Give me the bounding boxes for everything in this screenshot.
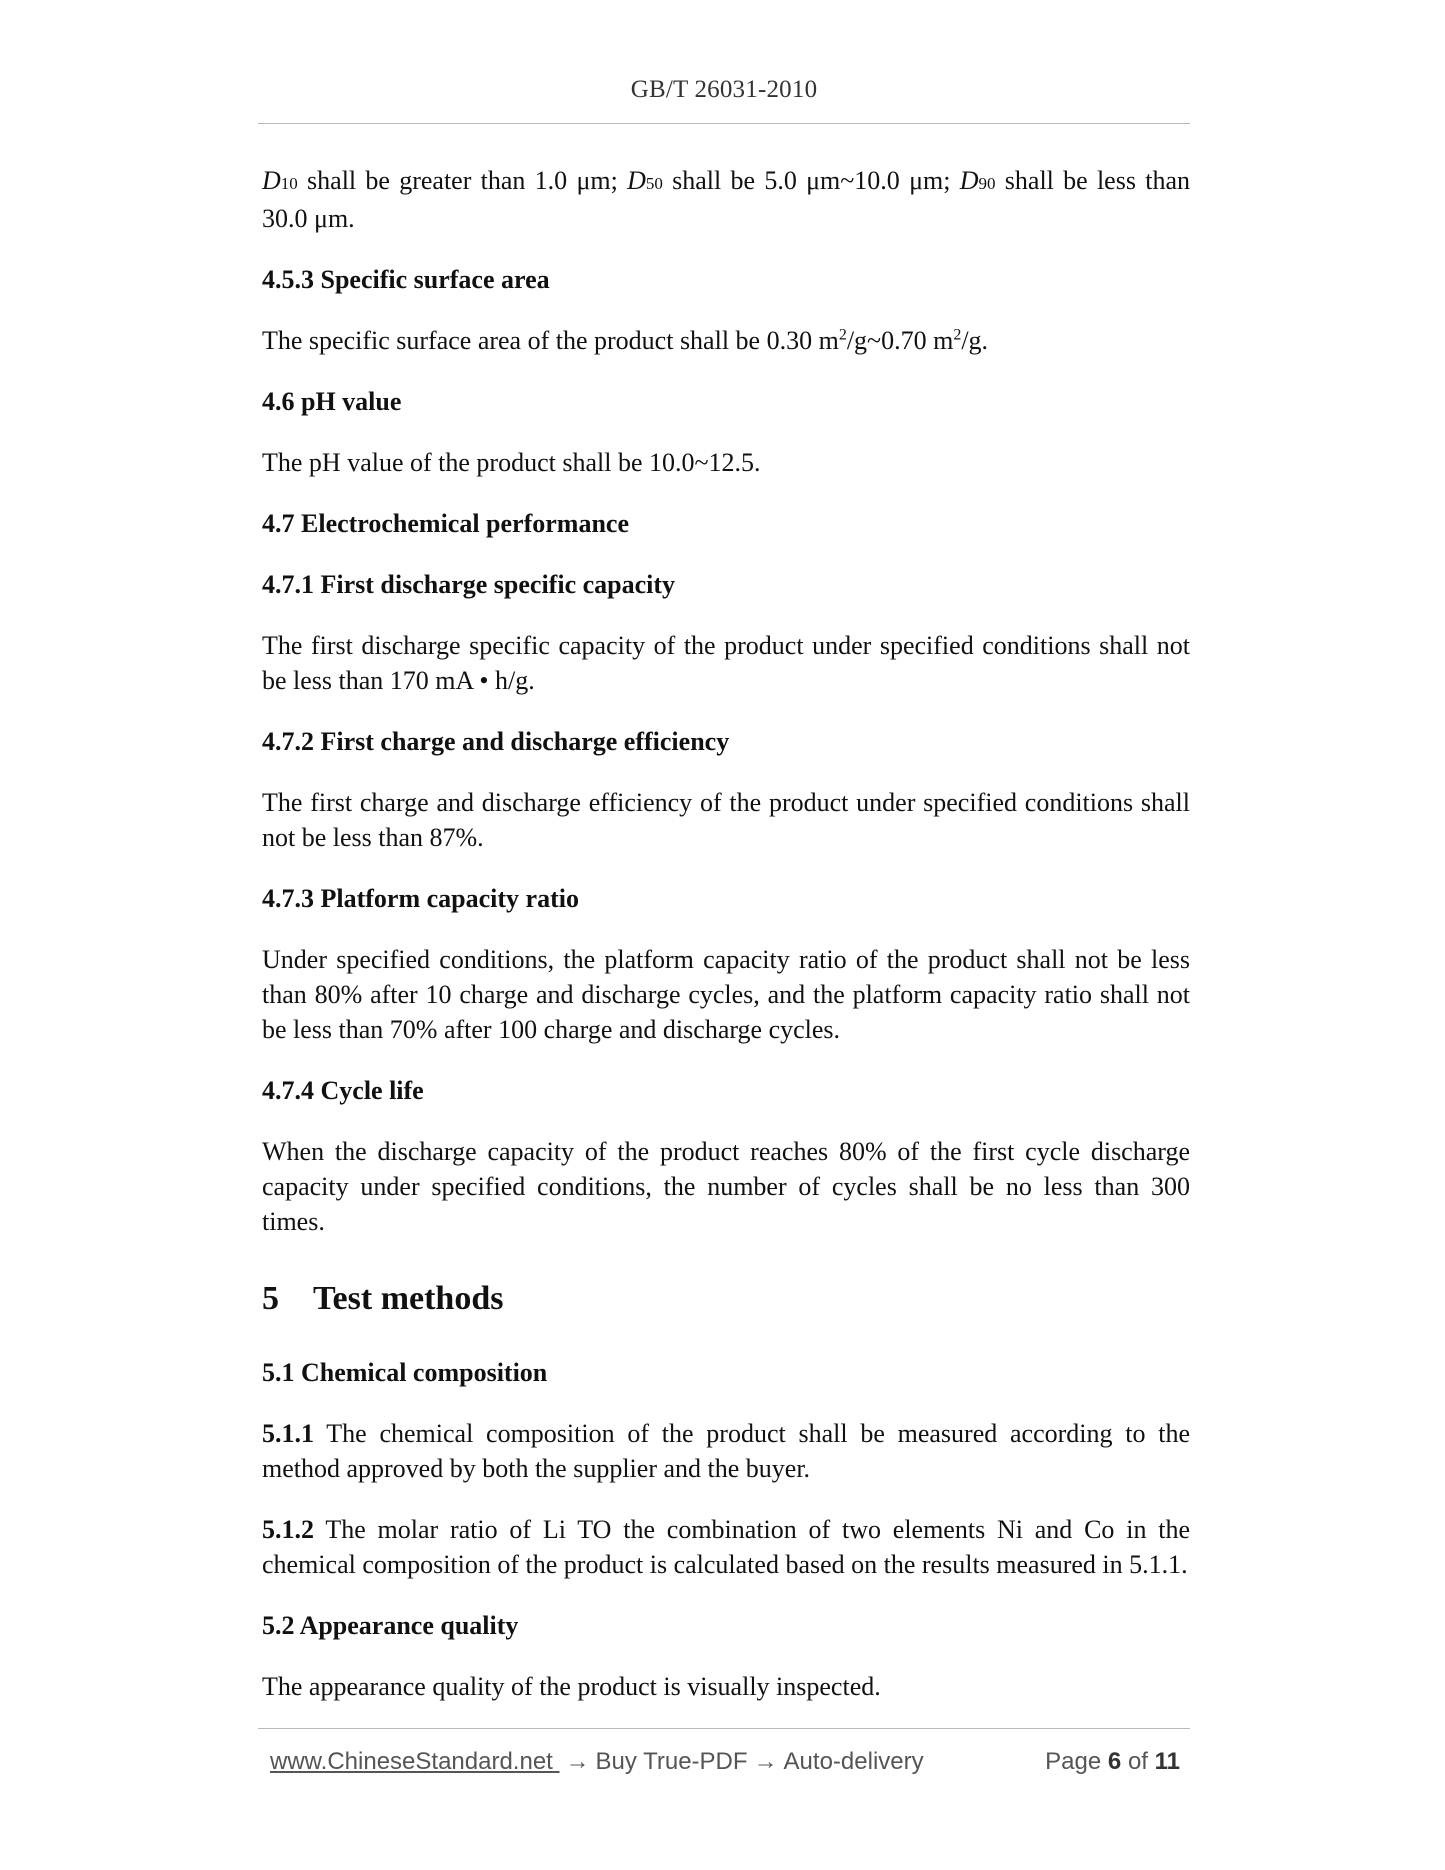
heading-5-number: 5 bbox=[262, 1280, 279, 1317]
footer-divider bbox=[258, 1728, 1190, 1729]
auto-delivery-text: Auto-delivery bbox=[783, 1748, 924, 1775]
heading-4-7-4: 4.7.4 Cycle life bbox=[262, 1076, 424, 1105]
d10-text: shall be greater than 1.0 μm; bbox=[297, 166, 628, 195]
superscript-1: 2 bbox=[838, 326, 847, 344]
heading-4-7-1: 4.7.1 First discharge specific capacity bbox=[262, 570, 676, 599]
d50-text: shall be 5.0 μm~10.0 μm; bbox=[662, 166, 960, 195]
clause-5-1-1-number: 5.1.1 bbox=[262, 1419, 314, 1448]
surface-area-text-1: The specific surface area of the product shall be 0.30 m bbox=[262, 326, 839, 355]
page-footer bbox=[270, 1748, 1180, 1780]
page-indicator bbox=[1045, 1748, 1180, 1776]
d10-symbol: D bbox=[262, 166, 281, 195]
current-page-number: 6 bbox=[1107, 1748, 1122, 1775]
heading-5-1: 5.1 Chemical composition bbox=[262, 1358, 548, 1387]
clause-5-1-2-number: 5.1.2 bbox=[262, 1515, 314, 1544]
heading-5 bbox=[262, 1277, 1190, 1321]
particle-size-paragraph bbox=[262, 163, 1190, 236]
heading-5-title: Test methods bbox=[313, 1280, 504, 1317]
d10-subscript: 10 bbox=[280, 174, 298, 193]
d90-subscript: 90 bbox=[978, 174, 996, 193]
surface-area-paragraph bbox=[262, 323, 1190, 358]
total-pages-number: 11 bbox=[1154, 1748, 1180, 1775]
website-link[interactable]: www.ChineseStandard.net bbox=[270, 1748, 560, 1775]
surface-area-text-2: /g~0.70 m bbox=[846, 326, 954, 355]
d50-symbol: D bbox=[627, 166, 646, 195]
surface-area-text-3: /g. bbox=[961, 326, 989, 355]
clause-5-1-1-text: The chemical composition of the product shall be measured according to the method approved by both the supplier and the buyer. bbox=[262, 1419, 1190, 1483]
arrow-right-icon: → bbox=[565, 1748, 590, 1775]
heading-4-6: 4.6 pH value bbox=[262, 387, 402, 416]
document-code: GB/T 26031-2010 bbox=[630, 76, 818, 103]
superscript-2: 2 bbox=[953, 326, 962, 344]
ph-paragraph: The pH value of the product shall be 10.0~12.5. bbox=[262, 448, 761, 477]
heading-4-5-3: 4.5.3 Specific surface area bbox=[262, 265, 550, 294]
clause-5-1-1 bbox=[262, 1416, 1190, 1486]
page-label: Page bbox=[1045, 1748, 1102, 1775]
d90-symbol: D bbox=[959, 166, 979, 195]
of-label: of bbox=[1127, 1748, 1148, 1775]
d50-subscript: 50 bbox=[645, 174, 663, 193]
discharge-capacity-paragraph: The first discharge specific capacity of the product under specified conditions shall not be less than 170 mA • h/g. bbox=[262, 631, 1190, 695]
cycle-life-paragraph: When the discharge capacity of the product reaches 80% of the first cycle discharge capacity under specified conditions, the number of cycles shall be no less than 300 times. bbox=[262, 1137, 1190, 1236]
arrow-right-icon: → bbox=[753, 1748, 778, 1775]
clause-5-1-2-text: The molar ratio of Li TO the combination of two elements Ni and Co in the chemical composition of the product is calculated based on the results measured in 5.1.1. bbox=[262, 1515, 1190, 1579]
heading-4-7-2: 4.7.2 First charge and discharge efficiency bbox=[262, 727, 730, 756]
page-header bbox=[258, 0, 1190, 124]
platform-ratio-paragraph: Under specified conditions, the platform capacity ratio of the product shall not be less than 80% after 10 charge and discharge cycles, and the platform capacity ratio shall not be less than 70% after 100 charge and discharge cycles. bbox=[262, 945, 1190, 1044]
d90-text: shall be less than 30.0 μm. bbox=[262, 166, 1190, 233]
efficiency-paragraph: The first charge and discharge efficiency of the product under specified conditions shall not be less than 87%. bbox=[262, 788, 1190, 852]
heading-5-2: 5.2 Appearance quality bbox=[262, 1611, 519, 1640]
heading-4-7: 4.7 Electrochemical performance bbox=[262, 509, 629, 538]
document-body bbox=[262, 163, 1190, 1704]
appearance-paragraph: The appearance quality of the product is visually inspected. bbox=[262, 1672, 881, 1701]
heading-4-7-3: 4.7.3 Platform capacity ratio bbox=[262, 884, 579, 913]
buy-pdf-text: Buy True-PDF bbox=[595, 1748, 748, 1775]
clause-5-1-2 bbox=[262, 1512, 1190, 1582]
